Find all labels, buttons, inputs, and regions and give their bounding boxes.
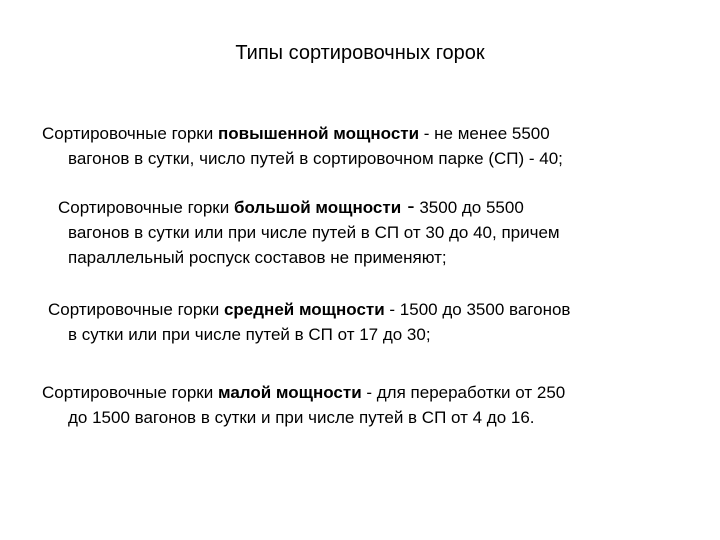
item-line-2: вагонов в сутки или при числе путей в СП от 30 до 40, причем <box>68 223 560 242</box>
item-line-2: в сутки или при числе путей в СП от 17 до 30; <box>68 325 431 344</box>
item-line-1 <box>42 380 565 405</box>
list-item-large-capacity <box>58 193 560 270</box>
item-prefix: Сортировочные горки <box>48 300 224 319</box>
slide-title: Типы сортировочных горок <box>235 42 485 64</box>
item-line-2: до 1500 вагонов в сутки и при числе путей в СП от 4 до 16. <box>68 408 535 427</box>
item-dash: - <box>401 193 415 218</box>
item-line-3: параллельный роспуск составов не применяют; <box>68 248 447 267</box>
item-bold-term: средней мощности <box>223 300 385 319</box>
item-suffix: 3500 до 5500 <box>414 198 524 217</box>
item-bold-term: большой мощности <box>233 198 402 217</box>
item-suffix: - не менее 5500 <box>419 124 550 143</box>
item-prefix: Сортировочные горки <box>58 198 234 217</box>
item-line-1 <box>42 121 563 146</box>
item-line-1 <box>58 193 560 220</box>
list-item-high-capacity <box>42 121 563 171</box>
item-suffix: - для переработки от 250 <box>361 383 566 402</box>
list-item-low-capacity <box>42 380 565 430</box>
item-prefix: Сортировочные горки <box>42 124 218 143</box>
item-bold-term: повышенной мощности <box>217 124 420 143</box>
item-suffix: - 1500 до 3500 вагонов <box>384 300 571 319</box>
item-bold-term: малой мощности <box>217 383 362 402</box>
item-line-2: вагонов в сутки, число путей в сортировочном парке (СП) - 40; <box>68 149 563 168</box>
item-prefix: Сортировочные горки <box>42 383 218 402</box>
item-line-1 <box>48 297 570 322</box>
list-item-medium-capacity <box>48 297 570 347</box>
